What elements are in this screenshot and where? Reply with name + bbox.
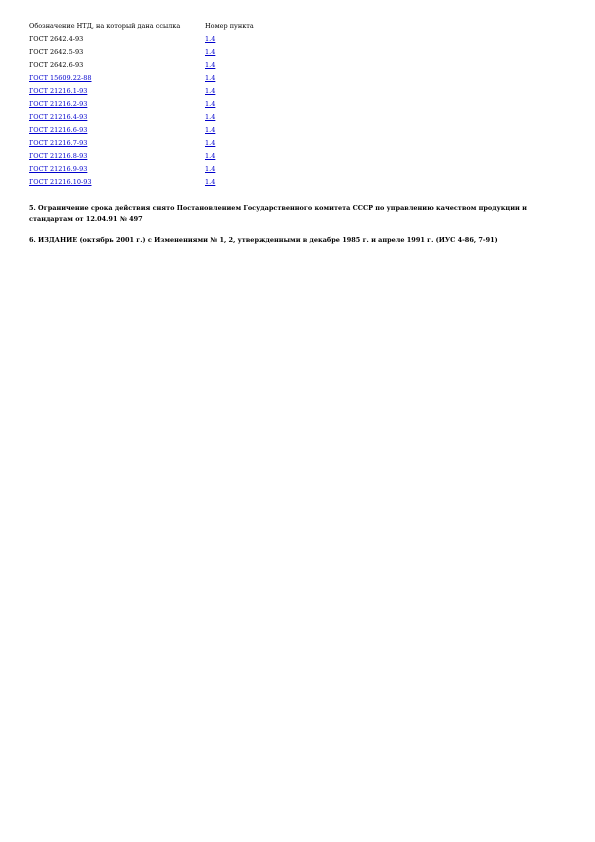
doc-designation-cell[interactable] [29, 72, 205, 85]
table-row [29, 85, 265, 98]
item-number-link[interactable]: 1.4 [205, 100, 216, 108]
doc-designation-link[interactable]: ГОСТ 21216.6-93 [29, 126, 88, 134]
item-number-link[interactable]: 1.4 [205, 139, 216, 147]
doc-designation-cell[interactable] [29, 176, 205, 189]
item-number-cell[interactable] [205, 85, 265, 98]
item-number-cell[interactable] [205, 176, 265, 189]
table-header-row [29, 20, 265, 33]
item-number-link[interactable]: 1.4 [205, 165, 216, 173]
table-row [29, 124, 265, 137]
note-validity-removed: 5. Ограничение срока действия снято Постановлением Государственного комитета СССР по управлению качеством продукции и стандартам от 12.04.91 № 497 [29, 203, 527, 223]
item-number-cell[interactable] [205, 111, 265, 124]
item-number-cell[interactable] [205, 33, 265, 46]
item-number-link[interactable]: 1.4 [205, 178, 216, 186]
item-number-cell[interactable] [205, 163, 265, 176]
header-doc-designation: Обозначение НТД, на который дана ссылка [29, 22, 181, 30]
doc-designation-cell[interactable] [29, 98, 205, 111]
item-number-cell[interactable] [205, 98, 265, 111]
item-number-link[interactable]: 1.4 [205, 113, 216, 121]
doc-designation-text: ГОСТ 2642.4-93 [29, 35, 84, 43]
table-row [29, 98, 265, 111]
doc-designation-link[interactable]: ГОСТ 21216.7-93 [29, 139, 88, 147]
item-number-link[interactable]: 1.4 [205, 48, 216, 56]
doc-designation-link[interactable]: ГОСТ 15609.22-88 [29, 74, 92, 82]
doc-designation-cell[interactable] [29, 111, 205, 124]
reference-table-body [29, 33, 265, 189]
doc-designation-cell [29, 59, 205, 72]
doc-designation-link[interactable]: ГОСТ 21216.4-93 [29, 113, 88, 121]
doc-designation-cell[interactable] [29, 163, 205, 176]
reference-table [29, 20, 265, 189]
doc-designation-cell [29, 33, 205, 46]
item-number-cell[interactable] [205, 59, 265, 72]
table-row [29, 59, 265, 72]
doc-designation-cell[interactable] [29, 137, 205, 150]
doc-designation-link[interactable]: ГОСТ 21216.2-93 [29, 100, 88, 108]
table-row [29, 72, 265, 85]
doc-designation-link[interactable]: ГОСТ 21216.8-93 [29, 152, 88, 160]
table-row [29, 33, 265, 46]
item-number-link[interactable]: 1.4 [205, 74, 216, 82]
item-number-link[interactable]: 1.4 [205, 87, 216, 95]
table-row [29, 176, 265, 189]
item-number-cell[interactable] [205, 46, 265, 59]
doc-designation-cell [29, 46, 205, 59]
item-number-cell[interactable] [205, 72, 265, 85]
doc-designation-text: ГОСТ 2642.6-93 [29, 61, 84, 69]
doc-designation-link[interactable]: ГОСТ 21216.1-93 [29, 87, 88, 95]
item-number-cell[interactable] [205, 124, 265, 137]
header-item-number: Номер пункта [205, 22, 254, 30]
item-number-cell[interactable] [205, 150, 265, 163]
table-row [29, 150, 265, 163]
table-row [29, 111, 265, 124]
item-number-link[interactable]: 1.4 [205, 152, 216, 160]
doc-designation-link[interactable]: ГОСТ 21216.10-93 [29, 178, 92, 186]
doc-designation-link[interactable]: ГОСТ 21216.9-93 [29, 165, 88, 173]
doc-designation-text: ГОСТ 2642.5-93 [29, 48, 84, 56]
note-edition-info: 6. ИЗДАНИЕ (октябрь 2001 г.) с Изменениями № 1, 2, утвержденными в декабре 1985 г. и апреле 1991 г. (ИУС 4-86, 7-91) [29, 235, 498, 244]
item-number-link[interactable]: 1.4 [205, 35, 216, 43]
item-number-cell[interactable] [205, 137, 265, 150]
table-row [29, 163, 265, 176]
doc-designation-cell[interactable] [29, 150, 205, 163]
doc-designation-cell[interactable] [29, 124, 205, 137]
doc-designation-cell[interactable] [29, 85, 205, 98]
item-number-link[interactable]: 1.4 [205, 61, 216, 69]
table-row [29, 137, 265, 150]
item-number-link[interactable]: 1.4 [205, 126, 216, 134]
table-row [29, 46, 265, 59]
